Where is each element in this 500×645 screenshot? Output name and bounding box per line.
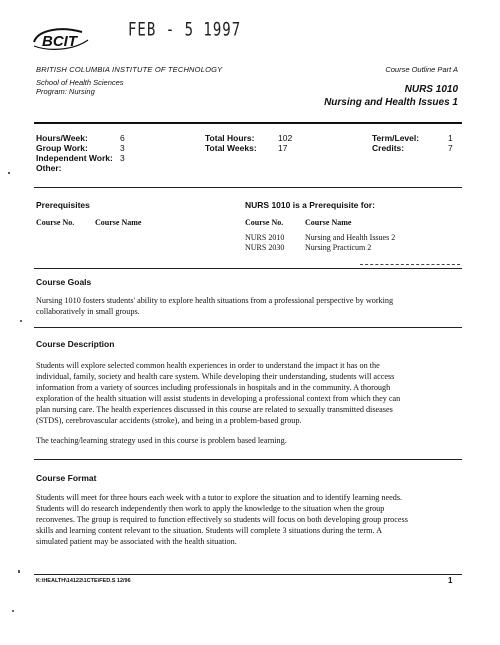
prereq-col-name: Course Name	[95, 218, 142, 227]
received-date-stamp: FEB - 5 1997	[128, 20, 242, 41]
other-label: Other:	[36, 163, 62, 173]
bcit-logo	[30, 24, 92, 54]
prereq-for-col-no: Course No.	[245, 218, 284, 227]
course-goals-line: collaboratively in small groups.	[36, 307, 140, 316]
independent-work-value: 3	[120, 153, 125, 163]
course-format-title: Course Format	[36, 473, 97, 483]
prerequisite-for-title: NURS 1010 is a Prerequisite for:	[245, 200, 375, 210]
course-format-line: Students will meet for three hours each week with a tutor to explore the situation and to identify learning needs.	[36, 493, 403, 502]
course-description-line: individual, family, society and health care system. While developing their understanding, students will access	[36, 372, 395, 381]
bcit-logo-text: BCIT	[42, 33, 77, 50]
course-goals-text	[36, 295, 393, 317]
term-level-value: 1	[448, 133, 453, 143]
prereq-col-no: Course No.	[36, 218, 75, 227]
course-description-title: Course Description	[36, 339, 115, 349]
hours-week-label: Hours/Week:	[36, 133, 88, 143]
credits-label: Credits:	[372, 143, 405, 153]
course-goals-title: Course Goals	[36, 277, 92, 287]
course-description-text	[36, 360, 400, 426]
course-format-line: Students will do research independently then work to apply the knowledge to the situation when the group	[36, 504, 385, 513]
hours-divider	[34, 187, 462, 188]
outline-label: Course Outline Part A	[385, 65, 458, 74]
header-divider	[34, 122, 462, 124]
course-code: NURS 1010	[404, 84, 458, 95]
independent-work-label: Independent Work:	[36, 153, 113, 163]
course-description-line: (STDS), cerebrovascular accidents (stroke), and being in a problem-based group.	[36, 416, 302, 425]
course-format-line: simulated patient may be associated with the health situation.	[36, 537, 237, 546]
scan-speck	[12, 610, 14, 612]
course-description-line: information from a variety of sources including professionals in hospitals and in the community. A thorough	[36, 383, 391, 392]
total-weeks-label: Total Weeks:	[205, 143, 257, 153]
term-level-label: Term/Level:	[372, 133, 420, 143]
course-format-line: reconvenes. The group is required to function effectively so students will focus on both developing group process	[36, 515, 408, 524]
total-hours-label: Total Hours:	[205, 133, 255, 143]
course-format-line: skills and learning content relevant to the situation. Students will complete 3 situations during the term. A	[36, 526, 383, 535]
program-name: Program: Nursing	[36, 87, 95, 96]
description-top-divider	[34, 327, 462, 328]
hours-week-value: 6	[120, 133, 125, 143]
format-top-divider	[34, 459, 462, 460]
scan-speck	[18, 570, 20, 573]
group-work-value: 3	[120, 143, 125, 153]
institute-name: BRITISH COLUMBIA INSTITUTE OF TECHNOLOGY	[36, 65, 223, 74]
scan-speck	[8, 172, 10, 174]
prereq-for-course-name: Nursing and Health Issues 2	[305, 233, 396, 242]
course-description-line: exploration of the health situation will assist students in developing a professional context from which they can	[36, 394, 401, 403]
course-description-line: plan nursing care. The health experiences discussed in this course are related to sexually transmitted diseases	[36, 405, 393, 414]
credits-value: 7	[448, 143, 453, 153]
total-weeks-value: 17	[278, 143, 288, 153]
prerequisites-title: Prerequisites	[36, 200, 90, 210]
page-number: 1	[448, 576, 453, 585]
footer-file-path: K:\HEALTH\14122\1CTE\FED.S 12/96	[36, 578, 131, 584]
prereq-dash-divider	[360, 264, 460, 265]
prereq-for-course-name: Nursing Practicum 2	[305, 243, 372, 252]
course-description-line: Students will explore selected common health experiences in order to understand the impact it has on the	[36, 361, 380, 370]
teaching-strategy-text: The teaching/learning strategy used in this course is problem based learning.	[36, 436, 287, 445]
course-title: Nursing and Health Issues 1	[324, 97, 458, 108]
group-work-label: Group Work:	[36, 143, 88, 153]
footer-divider	[34, 574, 462, 575]
school-name: School of Health Sciences	[36, 78, 124, 87]
prereq-for-col-name: Course Name	[305, 218, 352, 227]
total-hours-value: 102	[278, 133, 293, 143]
scan-speck	[20, 320, 22, 322]
course-format-text	[36, 492, 408, 547]
prereq-for-course-no: NURS 2030	[245, 243, 285, 252]
prereq-for-course-no: NURS 2010	[245, 233, 285, 242]
course-goals-line: Nursing 1010 fosters students' ability to explore health situations from a professional perspective by working	[36, 296, 394, 305]
goals-top-divider	[34, 268, 462, 269]
